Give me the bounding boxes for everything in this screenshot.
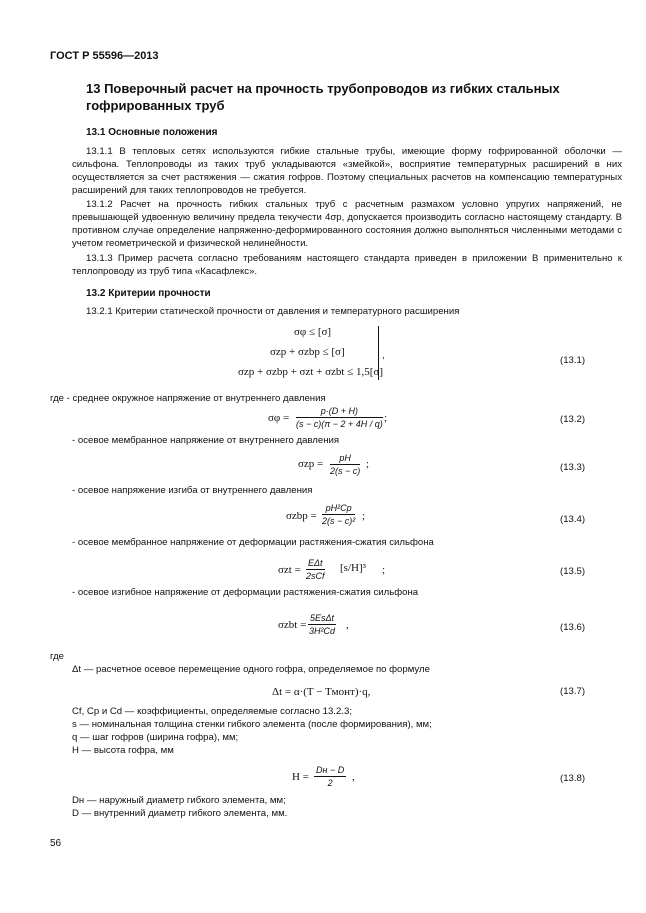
eq-number: (13.8) [560, 773, 586, 784]
description-line: - осевое мембранное напряжение от деформации растяжения-сжатия сильфона [72, 537, 434, 548]
eq6-lhs: σzbt = [278, 619, 307, 631]
eq1-row1: σφ ≤ [σ] [294, 326, 332, 338]
eq-number: (13.2) [560, 414, 586, 425]
description-line: - осевое напряжение изгиба от внутреннего давления [72, 485, 313, 496]
section-title: 13 Поверочный расчет на прочность трубопроводов из гибких стальных гофрированных труб [86, 81, 560, 113]
eq2-lhs: σφ = [268, 412, 290, 424]
eq5-fraction: EΔt 2sCf [306, 558, 325, 581]
eq3-lhs: σzp = [298, 458, 324, 470]
description-line: - осевое мембранное напряжение от внутреннего давления [72, 435, 340, 446]
page-number: 56 [50, 838, 62, 849]
paragraph-13-1-2: 13.1.2 Расчет на прочность гибких стальных труб с расчетным размахом условно упругих напряжений, не превышающей удвоенную величину предела текучести 4σр, допускается производить согласно настоящему стандарту. В противном случае определение напряженно-деформированного состояния должно выполняться численными методами с учетом геометрической и физической нелинейности. [72, 199, 622, 249]
description-line: - осевое изгибное напряжение от деформации растяжения-сжатия сильфона [72, 587, 419, 598]
eq-number: (13.7) [560, 686, 586, 697]
eq-number: (13.4) [560, 514, 586, 525]
paragraph-13-1-1: 13.1.1 В тепловых сетях используются гибкие стальные трубы, имеющие форму гофрированной оболочки — сильфона. Теплопроводы из таких труб укладываются «змейкой», восприятие температурных расширений в них осуществляется за счет растяжения — сжатия гофров. Поэтому специальных расчетов на компенсацию температурных расширений для таких теплопроводов не требуется. [72, 146, 622, 196]
eq-number: (13.1) [560, 355, 586, 366]
paragraph-13-2-1: 13.2.1 Критерии статической прочности от давления и температурного расширения [86, 306, 460, 317]
definition: Dн — наружный диаметр гибкого элемента, мм; [72, 795, 286, 806]
definition: s — номинальная толщина стенки гибкого элемента (после формирования), мм; [72, 719, 432, 730]
eq2-fraction: $\frac{p\cdot(D + H)}{(s - c)(\pi - 2 + 4H / q)}$ [296, 406, 383, 429]
eq7: Δt = α·(T − Tмонт)·q, [272, 686, 371, 698]
eq-number: (13.5) [560, 566, 586, 577]
document-header: ГОСТ Р 55596—2013 [50, 50, 159, 62]
eq1-row3: σzp + σzbp + σzt + σzbt ≤ 1,5[σ] [238, 366, 384, 378]
eq4-lhs: σzbp = [286, 510, 317, 522]
subsection-title: 13.2 Критерии прочности [86, 288, 211, 299]
eq3-fraction: $\frac{pH}{2(s - c)}$ [330, 453, 361, 476]
eq1-row2: σzp + σzbp ≤ [σ] [270, 346, 345, 358]
eq4-fraction: $\frac{\text{pH²Cp}}{\text{2(s − c)²}}$ [322, 503, 356, 526]
definition-delta: Δt — расчетное осевое перемещение одного гофра, определяемое по формуле [72, 664, 430, 675]
definition: q — шаг гофров (ширина гофра), мм; [72, 732, 239, 743]
definition: Cf, Cp и Cd — коэффициенты, определяемые согласно 13.2.3; [72, 706, 352, 717]
definition: D — внутренний диаметр гибкого элемента, мм. [72, 808, 288, 819]
definition: H — высота гофра, мм [72, 745, 174, 756]
eq5-lhs: σzt = [278, 564, 301, 576]
eq8-fraction: Dн − D 2 [316, 765, 345, 788]
eq1-brace [378, 326, 379, 380]
subsection-title: 13.1 Основные положения [86, 127, 218, 138]
eq8-lhs: H = [292, 771, 309, 783]
eq-number: (13.6) [560, 622, 586, 633]
where-label: где [50, 651, 65, 662]
eq5-bracket: [s/H]³ [340, 562, 366, 574]
paragraph-13-1-3: 13.1.3 Пример расчета согласно требованиям настоящего стандарта приведен в приложении В применительно к теплопроводу из труб типа «Касафлекс». [72, 253, 622, 277]
eq-number: (13.3) [560, 462, 586, 473]
description-line: где - среднее окружное напряжение от внутреннего давления [50, 393, 326, 404]
eq6-fraction: 5EsΔt 3H²Cd [309, 613, 336, 636]
